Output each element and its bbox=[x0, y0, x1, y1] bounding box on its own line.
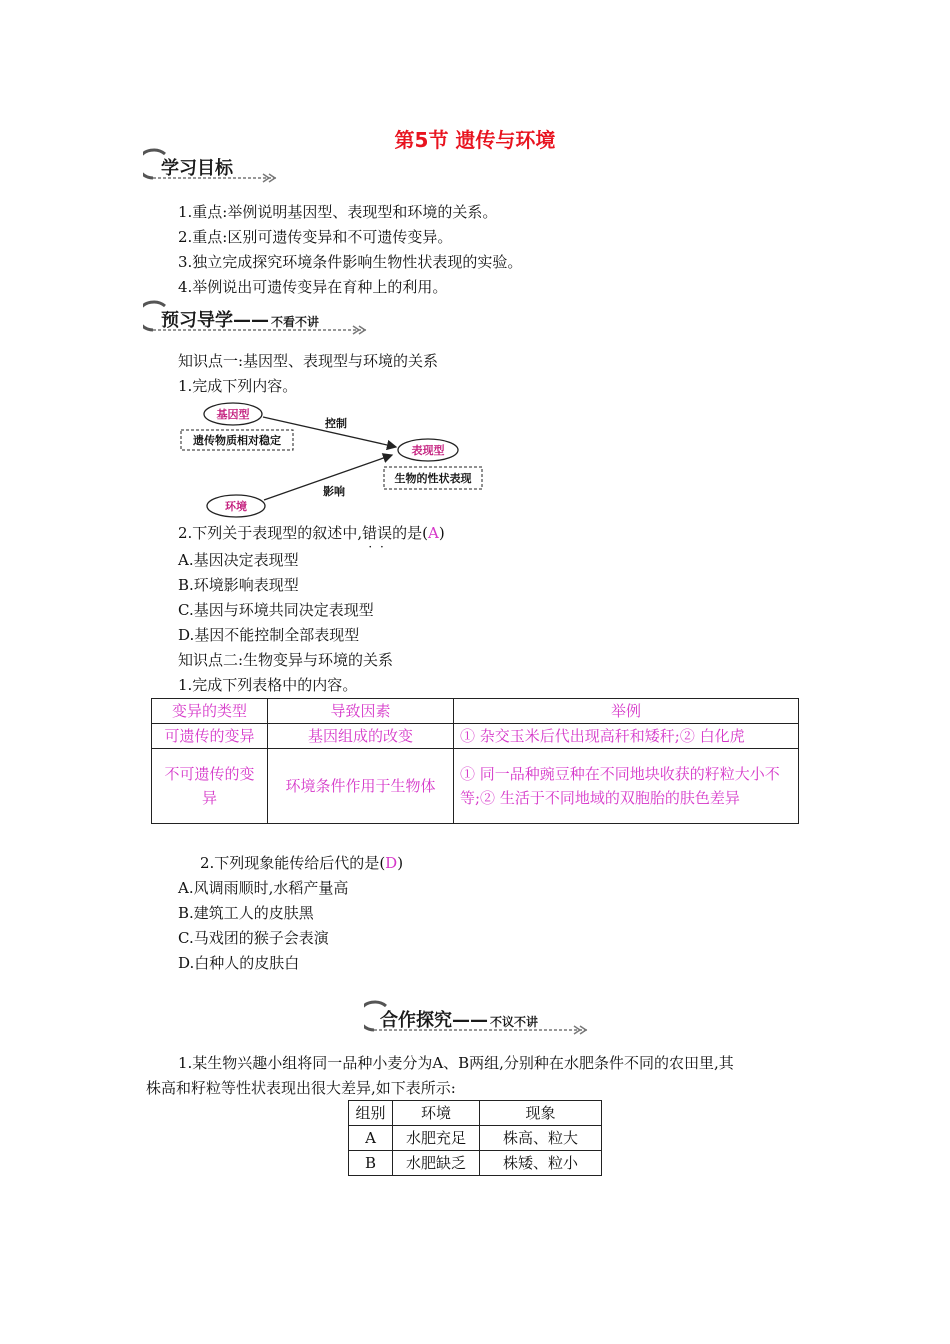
page-title: 第5节 遗传与环境 bbox=[394, 128, 556, 152]
coop-paragraph-line-1: 1.某生物兴趣小组将同一品种小麦分为A、B两组,分别种在水肥条件不同的农田里,其 bbox=[178, 1054, 734, 1072]
table-cell: 可遗传的变异 bbox=[152, 724, 268, 749]
section-title-preview: 预习导学 bbox=[161, 310, 233, 331]
genotype-note: 遗传物质相对稳定 bbox=[193, 434, 281, 447]
table-header-cell: 组别 bbox=[349, 1101, 393, 1126]
genotype-label: 基因型 bbox=[216, 408, 250, 421]
section-badge-coop: 合作探究—— 不议不讲 bbox=[364, 1000, 594, 1036]
section-subtitle-coop: 不议不讲 bbox=[490, 1015, 539, 1029]
table-cell: A bbox=[349, 1126, 393, 1151]
table-cell: ① 杂交玉米后代出现高秆和矮秆;② 白化虎 bbox=[454, 724, 799, 749]
table-cell: 不可遗传的变异 bbox=[152, 749, 268, 824]
goal-item-4: 4.举例说出可遗传变异在育种上的利用。 bbox=[178, 278, 448, 296]
answer-mark: D bbox=[385, 854, 398, 872]
section-badge-goals bbox=[143, 148, 283, 184]
k1-option-a: A.基因决定表现型 bbox=[178, 551, 299, 569]
concept-diagram bbox=[178, 400, 488, 520]
table-row bbox=[349, 1151, 602, 1176]
emphasis-word: 错误 · · bbox=[362, 524, 392, 542]
k1-heading: 知识点一:基因型、表现型与环境的关系 bbox=[178, 352, 439, 370]
section-badge-preview: 预习导学—— 不看不讲 bbox=[143, 300, 373, 336]
table-row bbox=[152, 699, 799, 724]
k2-option-b: B.建筑工人的皮肤黑 bbox=[178, 904, 314, 922]
variation-table bbox=[151, 698, 799, 824]
table-header-cell: 举例 bbox=[454, 699, 799, 724]
coop-paragraph-line-2: 株高和籽粒等性状表现出很大差异,如下表所示: bbox=[146, 1079, 456, 1097]
k1-question-2: 2.下列关于表现型的叙述中,错误 · ·的是(A) bbox=[178, 523, 445, 543]
table-row bbox=[349, 1126, 602, 1151]
table-row bbox=[152, 724, 799, 749]
k1-option-c: C.基因与环境共同决定表现型 bbox=[178, 601, 374, 619]
table-cell: 株高、粒大 bbox=[480, 1126, 602, 1151]
k2-heading: 知识点二:生物变异与环境的关系 bbox=[178, 651, 394, 669]
k2-question-2: 2.下列现象能传给后代的是(D) bbox=[200, 854, 404, 872]
phenotype-note: 生物的性状表现 bbox=[394, 472, 472, 485]
k1-option-d: D.基因不能控制全部表现型 bbox=[178, 626, 360, 644]
table-cell: 水肥缺乏 bbox=[393, 1151, 480, 1176]
table-cell: B bbox=[349, 1151, 393, 1176]
table-cell: 环境条件作用于生物体 bbox=[268, 749, 454, 824]
answer-mark: A bbox=[427, 524, 439, 542]
k2-task: 1.完成下列表格中的内容。 bbox=[178, 676, 358, 694]
k2-option-a: A.风调雨顺时,水稻产量高 bbox=[178, 879, 349, 897]
table-cell: 水肥充足 bbox=[393, 1126, 480, 1151]
control-label: 控制 bbox=[325, 417, 347, 430]
table-header-cell: 导致因素 bbox=[268, 699, 454, 724]
table-cell: 株矮、粒小 bbox=[480, 1151, 602, 1176]
section-subtitle-preview: 不看不讲 bbox=[271, 315, 320, 329]
wheat-table bbox=[348, 1100, 602, 1176]
table-header-cell: 环境 bbox=[393, 1101, 480, 1126]
table-cell: ① 同一品种豌豆种在不同地块收获的籽粒大小不等;② 生活于不同地域的双胞胎的肤色差异 bbox=[454, 749, 799, 824]
table-row bbox=[349, 1101, 602, 1126]
table-header-cell: 现象 bbox=[480, 1101, 602, 1126]
goal-item-3: 3.独立完成探究环境条件影响生物性状表现的实验。 bbox=[178, 253, 523, 271]
goal-item-2: 2.重点:区别可遗传变异和不可遗传变异。 bbox=[178, 228, 453, 246]
table-cell: 基因组成的改变 bbox=[268, 724, 454, 749]
k1-option-b: B.环境影响表现型 bbox=[178, 576, 299, 594]
k2-option-d: D.白种人的皮肤白 bbox=[178, 954, 300, 972]
influence-label: 影响 bbox=[323, 485, 345, 498]
section-title-goals: 学习目标 bbox=[161, 158, 233, 179]
goal-item-1: 1.重点:举例说明基因型、表现型和环境的关系。 bbox=[178, 203, 498, 221]
table-header-cell: 变异的类型 bbox=[152, 699, 268, 724]
k2-option-c: C.马戏团的猴子会表演 bbox=[178, 929, 329, 947]
section-title-coop: 合作探究 bbox=[380, 1010, 452, 1031]
k1-task: 1.完成下列内容。 bbox=[178, 377, 298, 395]
env-label: 环境 bbox=[225, 500, 247, 513]
table-row bbox=[152, 749, 799, 824]
phenotype-label: 表现型 bbox=[411, 444, 445, 457]
